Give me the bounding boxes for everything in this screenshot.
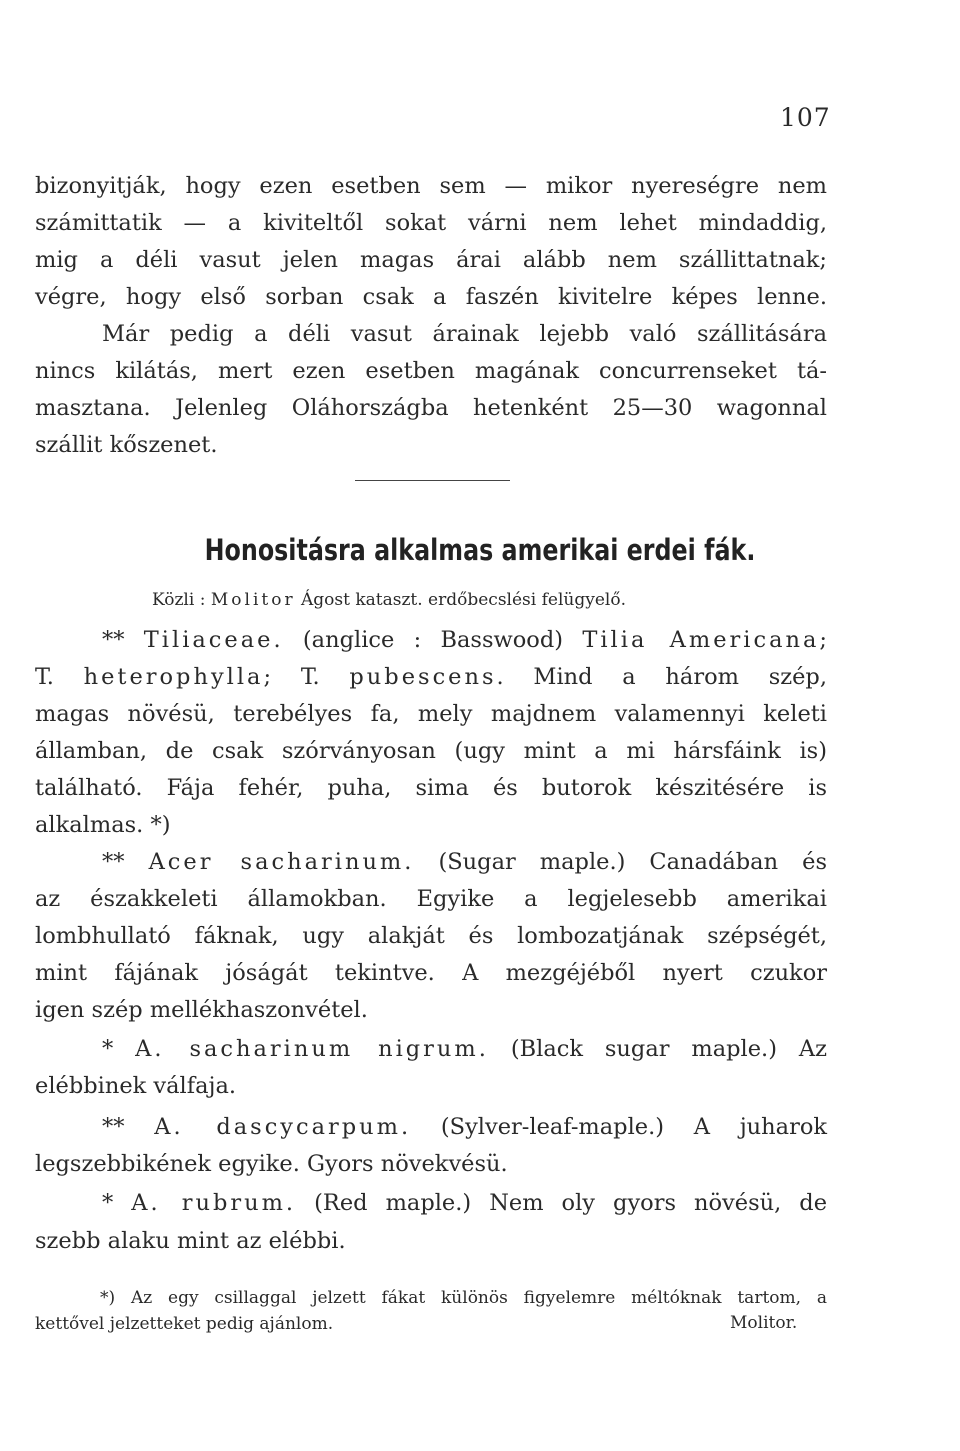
species-name: pubescens [349,664,497,690]
paragraph-line: számittatik — a kiviteltől sokat várni nem lehet mindaddig, [35,210,827,236]
entry-marker: ** [102,627,125,653]
species-name: Tiliaceae. [143,627,284,653]
entry-nigrum-line [102,1034,827,1064]
footnote-line: kettővel jelzetteket pedig ajánlom. [35,1314,334,1334]
entry-text: (Black sugar maple.) Az [510,1036,827,1062]
genus-abbr: T. [35,664,54,690]
entry-text: (Sugar maple.) Canadában és [438,849,828,875]
punctuation: ; [263,664,272,690]
paragraph-line: Már pedig a déli vasut árainak lejebb való szállitására [102,321,827,347]
entry-rubrum-line [102,1188,827,1218]
footnote-signature: Molitor. [730,1313,798,1333]
species-name: A. dascycarpum. [154,1114,412,1140]
entry-dascycarpum-line [102,1112,827,1142]
entry-marker: ** [102,1114,125,1140]
genus-abbr: T. [300,664,320,690]
page-number: 107 [780,103,831,132]
entry-marker: * [102,1190,114,1216]
entry-tilia-line: államban, de csak szórványosan (ugy mint a mi hársfáink is) [35,738,827,764]
author-name: Molitor [210,590,296,610]
punctuation: ; [819,627,828,653]
byline-prefix: Közli : [152,590,206,610]
paragraph-line: szállit kőszenet. [35,432,218,458]
entry-text: Mind a három szép, [533,664,827,690]
entry-rubrum-line: szebb alaku mint az elébbi. [35,1228,346,1254]
paragraph-line: bizonyitják, hogy ezen esetben sem — mikor nyereségre nem [35,173,827,199]
entry-marker: * [102,1036,114,1062]
footnote-line: *) Az egy csillaggal jelzett fákat különös figyelemre méltóknak tartom, a [100,1288,827,1308]
entry-acer-line: mint fájának jóságát tekintve. A mezgéjéből nyert czukor [35,960,827,986]
english-name: (anglice : Basswood) [302,627,564,653]
author-title: Ágost kataszt. erdőbecslési felügyelő. [300,590,626,610]
entry-marker: ** [102,849,125,875]
entry-tilia-line: T. heterophylla; T. pubescens. Mind a három szép, [35,664,827,690]
entry-acer-line: igen szép mellékhaszonvétel. [35,997,368,1023]
section-heading: Honositásra alkalmas amerikai erdei fák. [204,533,756,567]
entry-dascycarpum-line: legszebbikének egyike. Gyors növekvésü. [35,1151,508,1177]
paragraph-line: mig a déli vasut jelen magas árai alább nem szállittatnak; [35,247,827,273]
entry-text: (Red maple.) Nem oly gyors növésü, de [314,1190,828,1216]
entry-tilia-line: magas növésü, terebélyes fa, mely majdnem valamennyi keleti [35,701,827,727]
entry-tilia-line: alkalmas. *) [35,812,171,838]
entry-nigrum-line: elébbinek válfaja. [35,1073,237,1099]
species-name: Acer sacharinum. [148,849,415,875]
entry-acer-line: lombhullató fáknak, ugy alakját és lombozatjának szépségét, [35,923,827,949]
entry-tilia-line: található. Fája fehér, puha, sima és butorok készitésére is [35,775,827,801]
entry-acer-line [102,847,827,877]
entry-tilia-line [102,625,827,655]
species-name: A. sacharinum nigrum. [135,1036,489,1062]
paragraph-line: masztana. Jelenleg Oláhországba hetenként 25—30 wagonnal [35,395,827,421]
section-divider [355,480,510,481]
species-name: Tilia Americana [582,627,820,653]
byline [152,590,626,610]
paragraph-line: végre, hogy első sorban csak a faszén kivitelre képes lenne. [35,284,827,310]
species-name: A. rubrum. [131,1190,297,1216]
paragraph-line: nincs kilátás, mert ezen esetben magának concurrenseket tá- [35,358,827,384]
entry-text: (Sylver-leaf-maple.) A juharok [440,1114,828,1140]
entry-acer-line: az északkeleti államokban. Egyike a legjelesebb amerikai [35,886,827,912]
species-name: heterophylla [83,664,264,690]
